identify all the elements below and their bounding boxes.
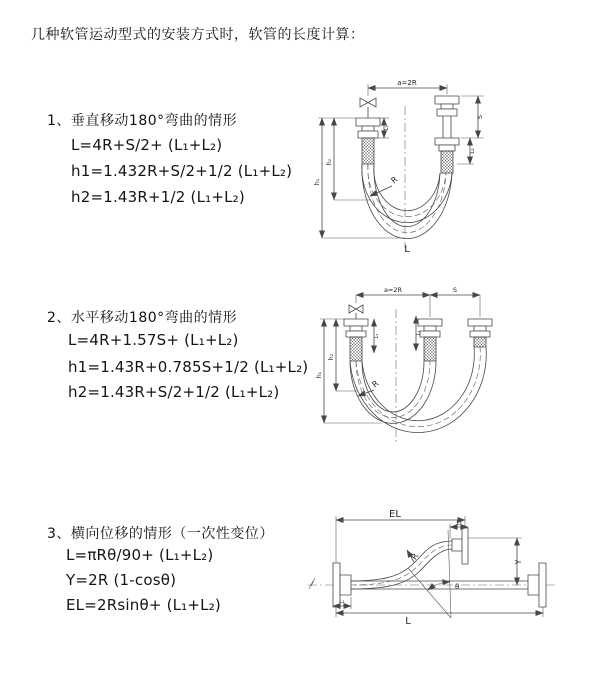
angle-label: θ xyxy=(455,583,460,591)
dimension-s xyxy=(461,96,484,138)
radius-leader xyxy=(407,550,420,562)
diagram-vertical-180-bend xyxy=(312,72,530,258)
section-2-formula-l: L=4R+1.57S+ (L₁+L₂) xyxy=(68,331,239,349)
braided-hose-section xyxy=(441,151,453,173)
section-1-formula-h1: h1=1.432R+S/2+1/2 (L₁+L₂) xyxy=(71,162,293,180)
hose-u-curves xyxy=(362,164,452,239)
section-3-formula-y: Y=2R (1-cosθ) xyxy=(66,571,177,589)
page-title: 几种软管运动型式的安装方式时，软管的长度计算： xyxy=(31,27,365,43)
dim-label-h2: h₂ xyxy=(328,353,335,361)
middle-leg-fitting xyxy=(418,319,442,361)
dimension-l xyxy=(336,607,543,627)
section-3-formula-l: L=πRθ/90+ (L₁+L₂) xyxy=(66,546,214,564)
diagram-lateral-displacement xyxy=(300,505,572,653)
section-3-formula-el: EL=2Rsinθ+ (L₁+L₂) xyxy=(66,596,221,614)
dim-label-y: Y xyxy=(514,559,523,565)
dim-label-l1: L₁ xyxy=(384,125,390,131)
left-leg-fitting xyxy=(356,118,380,164)
dim-label-l1: L₁ xyxy=(339,599,345,605)
dim-label-el: EL xyxy=(389,509,401,520)
braided-hose-section xyxy=(424,337,436,361)
braided-hose-section xyxy=(350,337,362,361)
dim-label-s: S xyxy=(476,114,484,120)
dim-label-l: L xyxy=(405,616,411,627)
valve-icon xyxy=(349,305,363,319)
hose-u-curves xyxy=(350,347,486,433)
section-3-heading: 3、横向位移的情形（一次性变位） xyxy=(47,526,274,542)
section-1-formula-h2: h2=1.43R+1/2 (L₁+L₂) xyxy=(71,188,245,206)
right-flange xyxy=(528,563,546,607)
s-curve-hose-displaced-position xyxy=(351,541,452,589)
dimension-l2 xyxy=(457,138,476,164)
radius-label: R xyxy=(409,551,421,562)
centerline-break-mark xyxy=(309,578,315,589)
dim-label-l2: L₂ xyxy=(470,148,476,154)
braided-hose-section xyxy=(474,337,486,347)
dim-label-l2: L₂ xyxy=(456,520,462,527)
valve-icon xyxy=(360,98,376,118)
top-dimension-a2r xyxy=(368,79,447,96)
radius-label: R xyxy=(389,174,400,186)
dimension-l1 xyxy=(374,319,380,353)
dim-label-h1: h₁ xyxy=(314,178,321,186)
dimension-el xyxy=(336,509,465,563)
dimension-y xyxy=(468,538,523,585)
section-2-formula-h1: h1=1.43R+0.785S+1/2 (L₁+L₂) xyxy=(68,358,309,376)
dim-label-l2: L₂ xyxy=(416,330,422,336)
top-dimensions xyxy=(356,286,480,317)
diagram-horizontal-180-bend xyxy=(312,283,532,460)
section-2-heading: 2、水平移动180°弯曲的情形 xyxy=(47,310,238,326)
dim-label-a2r: a=2R xyxy=(383,286,403,294)
dim-label-h1: h₁ xyxy=(316,371,323,379)
section-2-formula-h2: h2=1.43R+S/2+1/2 (L₁+L₂) xyxy=(68,383,280,401)
length-label: L xyxy=(404,244,410,255)
section-1-heading: 1、垂直移动180°弯曲的情形 xyxy=(47,113,238,129)
upper-right-flange xyxy=(452,528,468,564)
dim-label-s: S xyxy=(452,286,458,294)
right-leg-fittings xyxy=(435,96,459,173)
dim-label-l1: L₁ xyxy=(374,333,380,339)
radius-label: R xyxy=(370,378,381,390)
braided-hose-section xyxy=(362,138,374,164)
left-leg-fitting xyxy=(344,319,368,361)
section-1-formula-l: L=4R+S/2+ (L₁+L₂) xyxy=(71,136,223,154)
dim-label-h2: h₂ xyxy=(326,158,333,166)
right-leg-fitting xyxy=(468,319,492,347)
dim-label-a2r: a=2R xyxy=(397,79,417,87)
